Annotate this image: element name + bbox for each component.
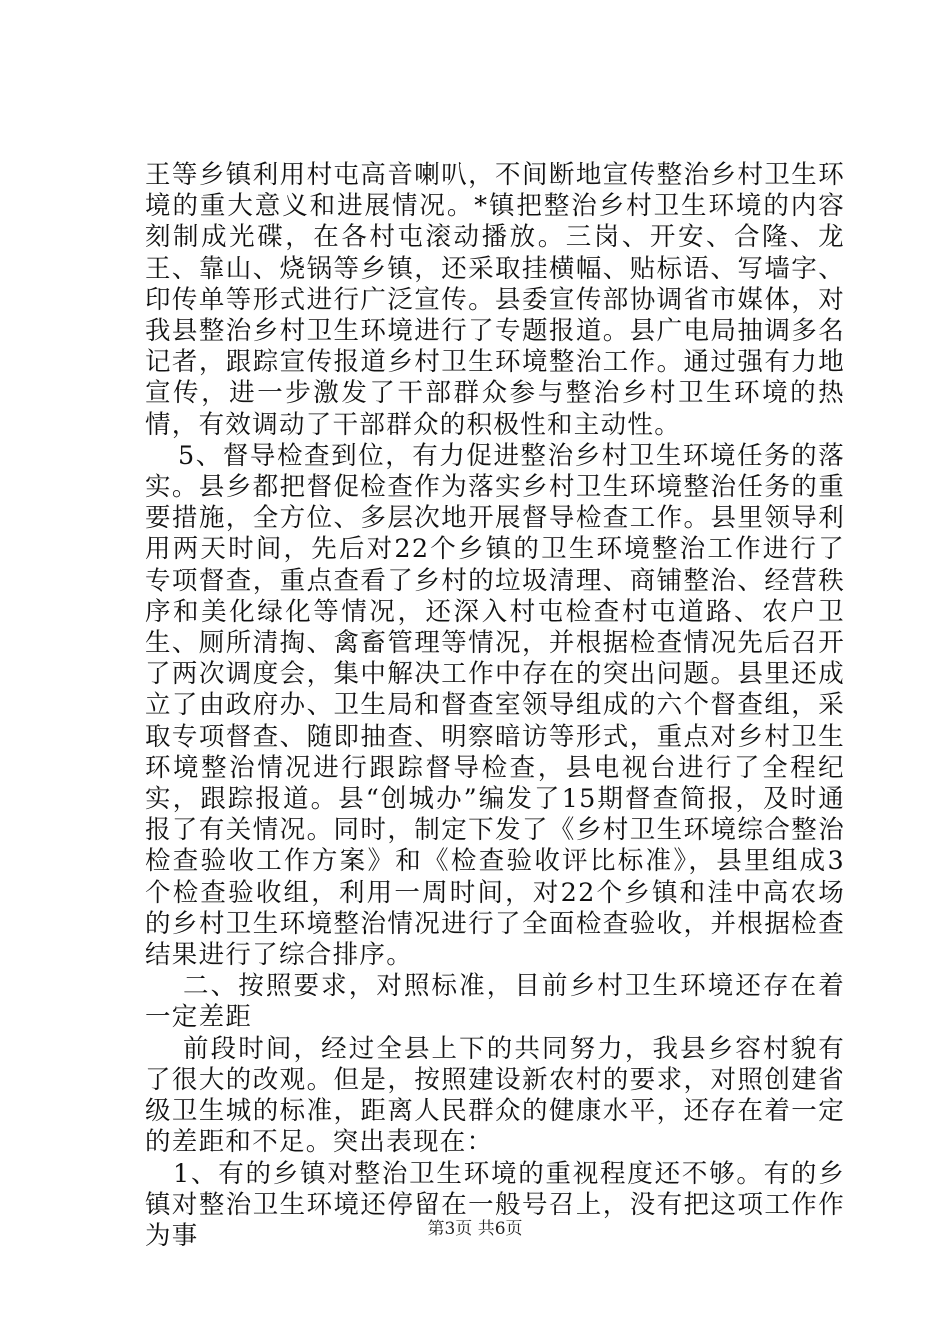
paragraph-gaps-intro: 前段时间，经过全县上下的共同努力，我县乡容村貌有了很大的改观。但是，按照建设新农村的要求，对照创建省级卫生城的标准，距离人民群众的健康水平，还存在着一定的差距和不足。突出表现在： [145, 1033, 845, 1158]
document-body [145, 160, 845, 1252]
paragraph-point-one: 1、有的乡镇对整治卫生环境的重视程度还不够。有的乡镇对整治卫生环境还停留在一般号召上，没有把这项工作作为事 [145, 1158, 845, 1251]
paragraph-publicity-continued: 王等乡镇利用村屯高音喇叭，不间断地宣传整治乡村卫生环境的重大意义和进展情况。*镇把整治乡村卫生环境的内容刻制成光碟，在各村屯滚动播放。三岗、开安、合隆、龙王、靠山、烧锅等乡镇，还采取挂横幅、贴标语、写墙字、印传单等形式进行广泛宣传。县委宣传部协调省市媒体，对我县整治乡村卫生环境进行了专题报道。县广电局抽调多名记者，跟踪宣传报道乡村卫生环境整治工作。通过强有力地宣传，进一步激发了干部群众参与整治乡村卫生环境的热情，有效调动了干部群众的积极性和主动性。 [145, 160, 845, 440]
section-heading-gaps: 二、按照要求，对照标准，目前乡村卫生环境还存在着一定差距 [145, 971, 845, 1033]
page-footer: 第3页 共6页 [427, 1219, 523, 1239]
paragraph-supervision: 5、督导检查到位，有力促进整治乡村卫生环境任务的落实。县乡都把督促检查作为落实乡村卫生环境整治任务的重要措施，全方位、多层次地开展督导检查工作。县里领导利用两天时间，先后对22个乡镇的卫生环境整治工作进行了专项督查，重点查看了乡村的垃圾清理、商铺整治、经营秩序和美化绿化等情况，还深入村屯检查村屯道路、农户卫生、厕所清掏、禽畜管理等情况，并根据检查情况先后召开了两次调度会，集中解决工作中存在的突出问题。县里还成立了由政府办、卫生局和督查室领导组成的六个督查组，采取专项督查、随即抽查、明察暗访等形式，重点对乡村卫生环境整治情况进行跟踪督导检查，县电视台进行了全程纪实，跟踪报道。县“创城办”编发了15期督查简报，及时通报了有关情况。同时，制定下发了《乡村卫生环境综合整治检查验收工作方案》和《检查验收评比标准》，县里组成3个检查验收组，利用一周时间，对22个乡镇和洼中高农场的乡村卫生环境整治情况进行了全面检查验收，并根据检查结果进行了综合排序。 [145, 440, 845, 971]
